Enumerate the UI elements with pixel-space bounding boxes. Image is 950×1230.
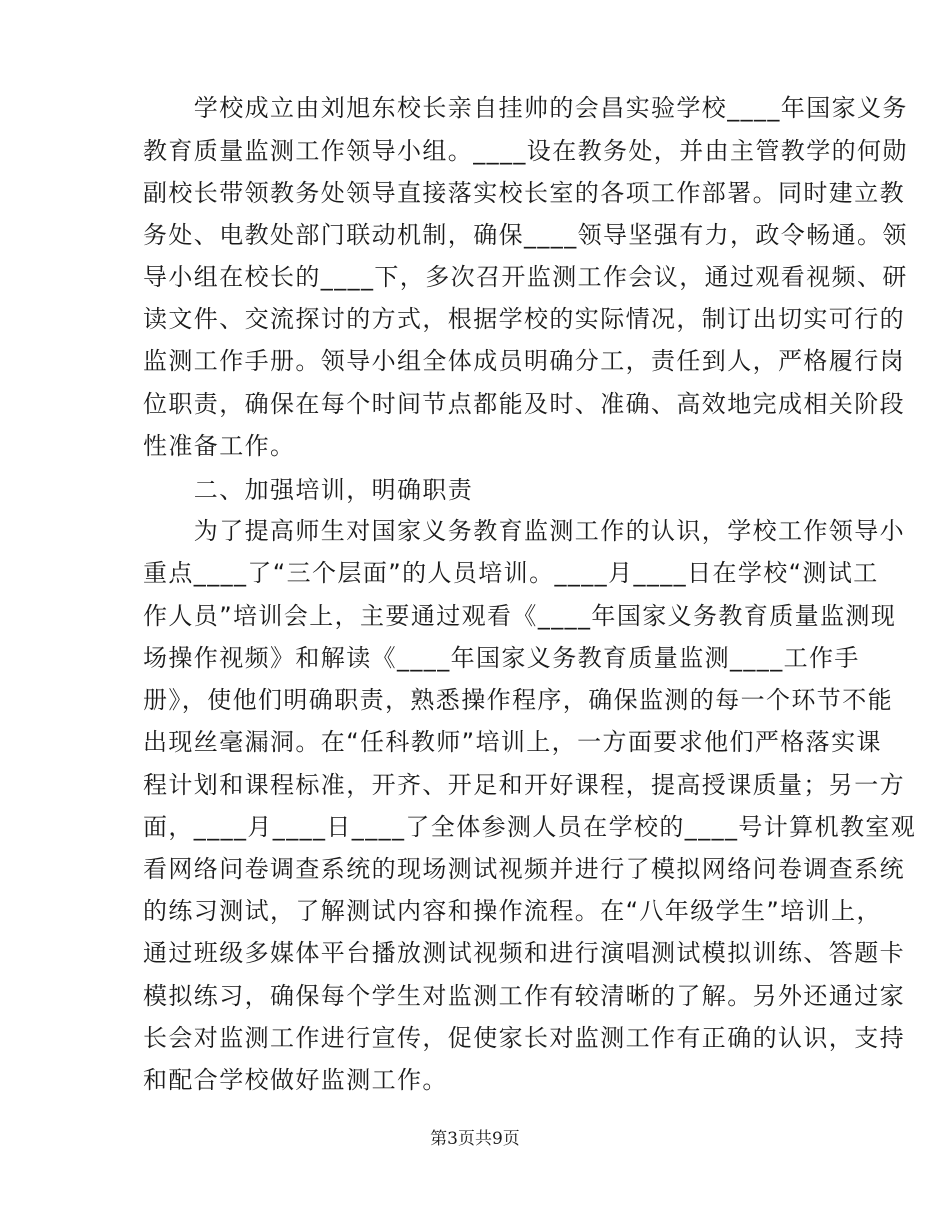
body-text-line: 长会对监测工作进行宣传，促使家长对监测工作有正确的认识，支持 (143, 1024, 905, 1052)
body-text-line: 为了提高师生对国家义务教育监测工作的认识，学校工作领导小 (143, 517, 905, 545)
body-text-line: 出现丝毫漏洞。在“任科教师”培训上，一方面要求他们严格落实课 (143, 728, 882, 756)
page-number: 第3页共9页 (430, 1129, 520, 1149)
body-text-line: 务处、电教处部门联动机制，确保____领导坚强有力，政令畅通。领 (143, 221, 908, 249)
body-text-line: 程计划和课程标准，开齐、开足和开好课程，提高授课质量；另一方 (143, 771, 905, 799)
body-text-line: 性准备工作。 (143, 432, 296, 460)
body-text-line: 模拟练习，确保每个学生对监测工作有较清晰的了解。另外还通过家 (143, 982, 905, 1010)
body-text-line: 监测工作手册。领导小组全体成员明确分工，责任到人，严格履行岗 (143, 347, 905, 375)
body-text-line: 面，____月____日____了全体参测人员在学校的____号计算机教室观 (143, 813, 917, 841)
body-text-line: 重点____了“三个层面”的人员培训。____月____日在学校“测试工 (143, 559, 879, 587)
body-text-line: 教育质量监测工作领导小组。____设在教务处，并由主管教学的何勋 (143, 137, 908, 165)
body-text-line: 副校长带领教务处领导直接落实校长室的各项工作部署。同时建立教 (143, 179, 905, 207)
body-text-line: 看网络问卷调查系统的现场测试视频并进行了模拟网络问卷调查系统 (143, 855, 905, 883)
body-text-line: 读文件、交流探讨的方式，根据学校的实际情况，制订出切实可行的 (143, 305, 905, 333)
body-text-line: 导小组在校长的____下，多次召开监测工作会议，通过观看视频、研 (143, 263, 908, 291)
body-text-line: 场操作视频》和解读《____年国家义务教育质量监测____工作手 (143, 644, 860, 672)
body-text-line: 册》，使他们明确职责，熟悉操作程序，确保监测的每一个环节不能 (143, 686, 893, 714)
body-text-line: 的练习测试，了解测试内容和操作流程。在“八年级学生”培训上， (143, 897, 882, 925)
body-text-line: 和配合学校做好监测工作。 (143, 1066, 448, 1094)
body-text-line: 作人员”培训会上，主要通过观看《____年国家义务教育质量监测现 (143, 602, 897, 630)
body-text-line: 位职责，确保在每个时间节点都能及时、准确、高效地完成相关阶段 (143, 390, 905, 418)
body-text-line: 通过班级多媒体平台播放测试视频和进行演唱测试模拟训练、答题卡 (143, 939, 905, 967)
section-heading: 二、加强培训，明确职责 (143, 476, 474, 504)
body-text-line: 学校成立由刘旭东校长亲自挂帅的会昌实验学校____年国家义务 (143, 94, 908, 122)
